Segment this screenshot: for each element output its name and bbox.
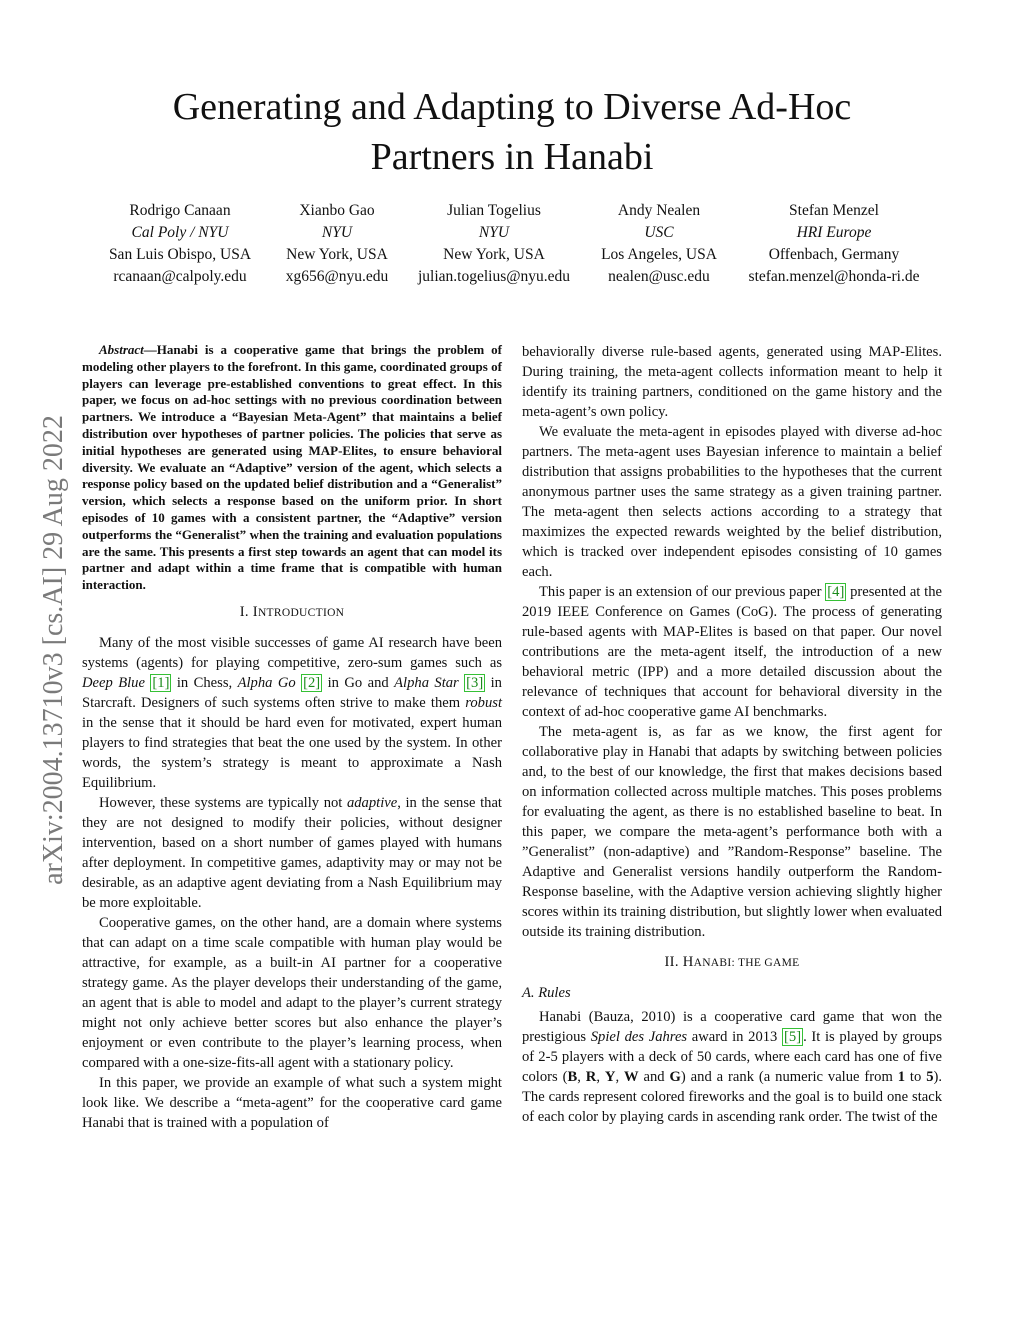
author-location: New York, USA bbox=[443, 246, 545, 263]
title-line-1: Generating and Adapting to Diverse Ad-Hoc bbox=[172, 86, 852, 128]
paragraph: However, these systems are typically not adaptive, in the sense that they are not designed to modify their policies, without designer intervention, based on a short number of games played with humans after deployment. In competitive games, adaptivity may or may not be desirable, as an adaptive agent deviating from a Nash Equilibrium may be more exploitable. bbox=[82, 794, 502, 911]
citation-link[interactable]: [4] bbox=[827, 584, 845, 600]
section-heading-hanabi: II. HANABI: THE GAME bbox=[664, 954, 800, 970]
citation-link[interactable]: [2] bbox=[303, 674, 321, 691]
section-heading-introduction: I. INTRODUCTION bbox=[239, 603, 345, 620]
author-email: rcanaan@calpoly.edu bbox=[113, 268, 247, 285]
author-email: julian.togelius@nyu.edu bbox=[417, 268, 571, 285]
paper-title bbox=[0, 82, 1024, 182]
author-location: Los Angeles, USA bbox=[601, 246, 717, 263]
abstract-label: Abstract bbox=[99, 342, 144, 357]
paragraph: In this paper, we provide an example of what such a system might look like. We describe a “meta-agent” for the cooperative card game Hanabi that is trained with a population of bbox=[82, 1074, 502, 1131]
author-block bbox=[95, 200, 265, 288]
author-block bbox=[587, 200, 731, 288]
citation-link[interactable]: [1] bbox=[152, 674, 170, 691]
author-location: San Luis Obispo, USA bbox=[108, 246, 252, 263]
author-email: stefan.menzel@honda-ri.de bbox=[748, 268, 920, 285]
subsection-heading-rules: A. Rules bbox=[522, 985, 571, 1001]
author-affiliation: NYU bbox=[321, 224, 353, 241]
author-affiliation: Cal Poly / NYU bbox=[131, 224, 229, 241]
citation-link[interactable]: [5] bbox=[784, 1029, 802, 1045]
paragraph: Cooperative games, on the other hand, are a domain where systems that can adapt on a time scale compatible with human play would be attractive, for example, as a built-in AI partner for a cooperative strategy game. As the player develops their understanding of the game, an agent that is able to model and adapt to the player’s current strategy might not only achieve better scores but also enhance the player’s enjoyment or even contribute to the player’s learning process, when compared with a one-size-fits-all agent with a stationary policy. bbox=[82, 914, 502, 1071]
paragraph: We evaluate the meta-agent in episodes played with diverse ad-hoc partners. The meta-agent uses Bayesian inference to maintain a belief distribution that assigns probabilities to the hypotheses that the current anonymous partner uses the same strategy as a given training partner. The meta-agent then selects actions according to a strategy that maximizes the expected rewards weighted by the belief distribution, which is tracked over independent episodes consisting of 10 games each. bbox=[522, 424, 942, 580]
author-name: Andy Nealen bbox=[617, 202, 701, 219]
author-name: Stefan Menzel bbox=[789, 202, 879, 219]
paragraph: Many of the most visible successes of game AI research have been systems (agents) for playing competitive, zero-sum games such as Deep Blue [1] in Chess, Alpha Go [2] in Go and Alpha Star [3] in Starcraft. Designers of such systems often strive to make them robust in the sense that it should be hard even for motivated, expert human players to find strategies that beat the one used by the system. In other words, the system’s strategy is meant to approximate a Nash Equilibrium. bbox=[82, 634, 502, 791]
arxiv-identifier: arXiv:2004.13710v3 [cs.AI] 29 Aug 2022 bbox=[38, 415, 69, 885]
author-block bbox=[738, 200, 930, 288]
paragraph: behaviorally diverse rule-based agents, generated using MAP-Elites. During training, the meta-agent collects information meant to help it identify its training partners, conditioned on the game history and the meta-agent’s own policy. bbox=[522, 344, 942, 420]
author-name: Rodrigo Canaan bbox=[129, 202, 231, 219]
author-affiliation: HRI Europe bbox=[796, 224, 872, 241]
paragraph: The meta-agent is, as far as we know, the first agent for collaborative play in Hanabi that adapts by switching between policies and, to the best of our knowledge, the first that makes decisions based on information collected across multiple matches. This poses problems for evaluating the agent, as there is no established baseline to beat. In this paper, we compare the meta-agent’s performance both with a ”Generalist” (non-adaptive) and ”Random-Response” baseline. The Adaptive and Generalist versions handily outperform the Random-Response baseline, with the Adaptive version achieving slightly higher scores within its training distribution, but slightly lower when evaluated outside its training distribution. bbox=[522, 724, 942, 940]
author-email: xg656@nyu.edu bbox=[285, 268, 389, 285]
author-email: nealen@usc.edu bbox=[608, 268, 710, 285]
author-block bbox=[408, 200, 580, 288]
left-column bbox=[82, 342, 502, 1133]
author-location: Offenbach, Germany bbox=[768, 246, 900, 263]
right-column bbox=[522, 342, 942, 1127]
abstract-text: —Hanabi is a cooperative game that brings the problem of modeling other players to the forefront. In this game, coordinated groups of players can leverage pre-established conventions to great effect. In this paper, we focus on ad-hoc settings with no previous coordination between partners. We introduce a “Bayesian Meta-Agent” that maintains a belief distribution over hypotheses of partner policies. The policies that serve as initial hypotheses are generated using MAP-Elites, to ensure behavioral diversity. We evaluate an “Adaptive” version of the agent, which selects a response policy based on the updated belief distribution and a “Generalist” version, which selects a response based on the uniform prior. In short episodes of 10 games with a consistent partner, the “Adaptive” version outperforms the “Generalist” when the training and evaluation populations are the same. This presents a first step towards an agent that can model its partner and adapt within a time frame that is compatible with human interaction. bbox=[82, 342, 502, 593]
author-block bbox=[272, 200, 402, 288]
citation-link[interactable]: [3] bbox=[466, 674, 484, 691]
author-location: New York, USA bbox=[286, 246, 388, 263]
author-affiliation: NYU bbox=[478, 224, 510, 241]
paragraph: Hanabi (Bauza, 2010) is a cooperative card game that won the prestigious Spiel des Jahres award in 2013 [5] . It is played by groups of 2-5 players with a deck of 50 cards, where each card has one of five colors (B, R, Y, W and G) and a rank (a numeric value from 1 to 5). The cards represent colored fireworks and the goal is to build one stack of each color by playing cards in ascending rank order. The twist of the bbox=[522, 1009, 943, 1125]
paragraph: This paper is an extension of our previous paper [4] presented at the 2019 IEEE Conference on Games (CoG). The process of generating rule-based agents with MAP-Elites is based on that paper. Our novel contributions are the meta-agent itself, the introduction of a new behavioral metric (IPP) and a more detailed discussion about the relevance of techniques that account for behavioral diversity in the context of ad-hoc cooperative game AI benchmarks. bbox=[522, 584, 942, 720]
abstract bbox=[82, 342, 502, 594]
author-affiliation: USC bbox=[644, 224, 674, 241]
author-name: Julian Togelius bbox=[447, 202, 541, 219]
title-line-2: Partners in Hanabi bbox=[370, 136, 654, 178]
author-name: Xianbo Gao bbox=[299, 202, 375, 219]
